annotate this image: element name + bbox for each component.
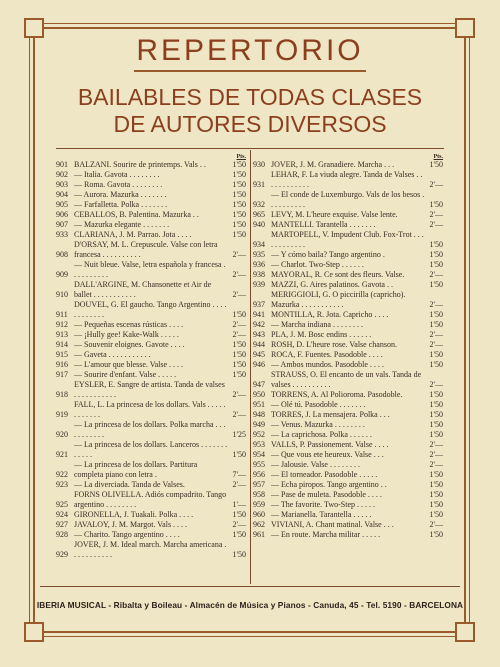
entry-title: — Charito. Tango argentino . . . .	[74, 530, 180, 539]
entry-list-right	[253, 160, 443, 540]
entry-price: 2'—	[429, 270, 443, 279]
entry-number: 957	[253, 480, 265, 489]
entry-price: 2'—	[429, 440, 443, 449]
entry-price: 2'—	[429, 340, 443, 349]
entry-title: ROCA, F. Fuentes. Pasodoble . . . .	[271, 350, 383, 359]
catalog-entry	[253, 320, 443, 330]
entry-number: 928	[56, 530, 68, 539]
catalog-entry	[56, 300, 246, 320]
entry-title: MANTELLI. Tarantella . . . . . . .	[271, 220, 376, 229]
entry-title: — Mazurka elegante . . . . . . .	[74, 220, 170, 229]
entry-title: FALL, L. La princesa de los dollars. Vals . . . . . . . . . . . .	[74, 400, 226, 419]
catalog-entry	[56, 200, 246, 210]
catalog-entry	[56, 350, 246, 360]
catalog-entry	[253, 500, 443, 510]
entry-price: 1'50	[429, 250, 443, 259]
catalog-entry	[253, 400, 443, 410]
title-underline	[134, 70, 366, 72]
catalog-entry	[253, 350, 443, 360]
entry-number: 919	[56, 410, 68, 419]
catalog-entry	[253, 390, 443, 400]
entry-title: — La caprichosa. Polka . . . . . .	[271, 430, 372, 439]
catalog-entry	[56, 160, 246, 170]
entry-price: 2'—	[429, 300, 443, 309]
entry-number: 956	[253, 470, 265, 479]
catalog-entry	[253, 230, 443, 250]
publisher-footer: IBERIA MUSICAL - Ribalta y Boileau - Almacén de Música y Pianos - Canuda, 45 - Tel. 5190 - BARCELONA	[36, 600, 464, 610]
entry-title: — Roma. Gavota . . . . . . . .	[74, 180, 163, 189]
catalog-entry	[253, 290, 443, 310]
entry-price: 1'50	[429, 320, 443, 329]
entry-price: 1'50	[232, 210, 246, 219]
entry-price: 2'—	[232, 390, 246, 399]
catalog-entry	[56, 180, 246, 190]
catalog-entry	[56, 480, 246, 490]
entry-title: — Marianella. Tarantella . . . . .	[271, 510, 372, 519]
catalog-entry	[56, 400, 246, 420]
entry-price: 1'50	[429, 280, 443, 289]
entry-price: 1'50	[232, 340, 246, 349]
catalog-entry	[253, 520, 443, 530]
entry-title: — The favorite. Two-Step . . . . .	[271, 500, 376, 509]
catalog-entry	[253, 160, 443, 170]
entry-price: 1'25	[232, 430, 246, 439]
entry-title: — Echa piropos. Tango argentino . .	[271, 480, 387, 489]
entry-title: MAZZI, G. Aires palatinos. Gavota . .	[271, 280, 393, 289]
entry-price: 2'—	[429, 180, 443, 189]
entry-title: — En route. Marcha militar . . . . .	[271, 530, 381, 539]
entry-title: JAVALOY, J. M. Margot. Vals . . . .	[74, 520, 188, 529]
entry-price: 1'50	[429, 390, 443, 399]
entry-price: 2'—	[429, 330, 443, 339]
entry-price: 1'50	[429, 530, 443, 539]
entry-number: 940	[253, 220, 265, 229]
entry-number: 931	[253, 180, 265, 189]
entry-number: 945	[253, 350, 265, 359]
entry-number: 902	[56, 170, 68, 179]
catalog-entry	[56, 240, 246, 260]
catalog-entry	[56, 510, 246, 520]
catalog-entry	[253, 170, 443, 190]
entry-title: — Venus. Mazurka . . . . . . . .	[271, 420, 365, 429]
catalog-entry	[253, 360, 443, 370]
entry-number: 944	[253, 340, 265, 349]
catalog-entry	[253, 340, 443, 350]
entry-title: — Que vous ete heureux. Valse . . .	[271, 450, 384, 459]
entry-price: 1'50	[232, 180, 246, 189]
catalog-entry	[56, 330, 246, 340]
entry-price: 2'—	[232, 270, 246, 279]
entry-number: 930	[253, 160, 265, 169]
entry-number: 927	[56, 520, 68, 529]
catalog-entry	[253, 460, 443, 470]
catalog-entry	[56, 440, 246, 460]
entry-title: — Charlot. Two-Step . . . . . .	[271, 260, 364, 269]
entry-number: 937	[253, 300, 265, 309]
entry-price: 1'50	[429, 490, 443, 499]
entry-number: 948	[253, 410, 265, 419]
entry-list-left	[56, 160, 246, 560]
entry-title: — Gaveta . . . . . . . . . . .	[74, 350, 151, 359]
entry-price: 2'—	[232, 480, 246, 489]
entry-price: 1'50	[429, 400, 443, 409]
catalog-entry	[56, 460, 246, 480]
entry-number: 955	[253, 460, 265, 469]
column-divider	[250, 150, 251, 584]
catalog-entry	[56, 370, 246, 380]
catalog-column-left	[56, 152, 246, 560]
catalog-entry	[56, 360, 246, 370]
entry-number: 908	[56, 250, 68, 259]
entry-title: TORRES, J. La mensajera. Polka . . .	[271, 410, 390, 419]
catalog-entry	[253, 370, 443, 390]
entry-title: — ¡Hully gee! Kake-Walk . . . . .	[74, 330, 179, 339]
entry-price: 2'—	[232, 290, 246, 299]
entry-price: 1'50	[429, 430, 443, 439]
subtitle-line-1: BAILABLES DE TODAS CLASES	[77, 84, 423, 110]
entry-price: 1'50	[429, 420, 443, 429]
entry-number: 950	[253, 390, 265, 399]
entry-price: 1'50	[232, 160, 246, 169]
entry-number: 901	[56, 160, 68, 169]
entry-title: STRAUSS, O. El encanto de un vals. Tanda de valses . . . . . . . . . .	[271, 370, 422, 389]
entry-title: — Sourire d'enfant. Valse . . . . .	[74, 370, 177, 379]
catalog-entry	[253, 420, 443, 430]
entry-price: 1'50	[232, 220, 246, 229]
entry-number: 935	[253, 250, 265, 259]
entry-number: 947	[253, 380, 265, 389]
entry-number: 912	[56, 320, 68, 329]
catalog-entry	[253, 490, 443, 500]
entry-number: 910	[56, 290, 68, 299]
catalog-entry	[56, 320, 246, 330]
entry-price: 1'50	[232, 200, 246, 209]
entry-number: 932	[253, 200, 265, 209]
entry-title: — Marcha indiana . . . . . . . .	[271, 320, 363, 329]
entry-price: 1'50	[232, 530, 246, 539]
entry-title: EYSLER, E. Sangre de artista. Tanda de valses . . . . . . . . . . .	[74, 380, 225, 399]
entry-price: 1'50	[232, 170, 246, 179]
entry-number: 939	[253, 280, 265, 289]
catalog-entry	[253, 190, 443, 210]
entry-number: 943	[253, 330, 265, 339]
catalog-entry	[253, 430, 443, 440]
catalog-entry	[56, 380, 246, 400]
entry-price: 2'—	[429, 210, 443, 219]
entry-price: 1'50	[232, 350, 246, 359]
catalog-entry	[56, 220, 246, 230]
subtitle-line-2: DE AUTORES DIVERSOS	[113, 111, 387, 137]
entry-title: LEHAR, F. La viuda alegre. Tanda de Valses . . . . . . . . . . . .	[271, 170, 423, 189]
entry-price: 2'—	[429, 460, 443, 469]
catalog-entry	[253, 530, 443, 540]
entry-price: 1'50	[429, 480, 443, 489]
entry-number: 946	[253, 360, 265, 369]
entry-number: 958	[253, 490, 265, 499]
entry-title: PLA, J. M. Bosc endins . . . . . .	[271, 330, 372, 339]
entry-number: 904	[56, 190, 68, 199]
entry-number: 962	[253, 520, 265, 529]
catalog-entry	[253, 410, 443, 420]
entry-price: 1'50	[232, 360, 246, 369]
price-column-header: Pts.	[433, 154, 443, 160]
entry-title: — El conde de Luxemburgo. Vals de los besos . . . . . . . . . .	[271, 190, 425, 209]
catalog-entry	[56, 210, 246, 220]
entry-number: 911	[56, 310, 68, 319]
catalog-entry	[253, 510, 443, 520]
entry-title: MARTOPELL, V. Impudent Club. Fox-Trot . . . . . . . . . . . .	[271, 230, 424, 249]
entry-title: JOVER, J. M. Ideal march. Marcha americana . . . . . . . . . . .	[74, 540, 227, 559]
entry-title: — Farfalletta. Polka . . . . . . .	[74, 200, 168, 209]
entry-title: D'ORSAY, M. L. Crepuscule. Valse con letra francesa . . . . . . . . . .	[74, 240, 218, 259]
entry-title: TORRENS, A. Al Polioroma. Pasodoble.	[271, 390, 403, 399]
entry-price: 1'50	[429, 260, 443, 269]
border-corner-ornament	[24, 622, 44, 642]
catalog-entry	[253, 440, 443, 450]
catalog-entry	[253, 260, 443, 270]
entry-title: — Jalousie. Valse . . . . . . . .	[271, 460, 360, 469]
entry-price: 2'—	[232, 520, 246, 529]
catalog-entry	[253, 250, 443, 260]
catalog-entry	[253, 220, 443, 230]
catalog-entry	[56, 530, 246, 540]
entry-price: 2'—	[429, 380, 443, 389]
entry-number: 959	[253, 500, 265, 509]
catalog-entry	[56, 280, 246, 300]
entry-number: 936	[253, 260, 265, 269]
entry-price: 2'—	[232, 250, 246, 259]
catalog-entry	[56, 540, 246, 560]
entry-number: 938	[253, 270, 265, 279]
entry-price: 1'50	[429, 160, 443, 169]
page-title: REPERTORIO	[136, 34, 364, 67]
entry-title: DOUVEL, G. El gaucho. Tango Argentino . . . . . . . . . . . .	[74, 300, 227, 319]
entry-number: 954	[253, 450, 265, 459]
entry-price: 1'50	[232, 550, 246, 559]
entry-price: 1'50	[429, 470, 443, 479]
catalog-entry	[56, 490, 246, 510]
entry-title: — Olé tú. Pasodoble . . . . . . .	[271, 400, 366, 409]
entry-title: — Pase de muleta. Pasodoble . . . .	[271, 490, 382, 499]
entry-price: 1'50	[429, 200, 443, 209]
entry-title: JOVER, J. M. Granadiere. Marcha . . .	[271, 160, 395, 169]
entry-price: 2'—	[429, 220, 443, 229]
entry-price: 1'50	[429, 310, 443, 319]
entry-title: — Souvenir eloignes. Gavote . . . .	[74, 340, 185, 349]
entry-title: MAYORAL, R. Ce sont des fleurs. Valse.	[271, 270, 405, 279]
entry-title: — El torneador. Pasodoble . . . . .	[271, 470, 378, 479]
catalog-entry	[253, 210, 443, 220]
entry-number: 934	[253, 240, 265, 249]
entry-title: — La princesa de los dollars. Partitura completa piano con letra .	[74, 460, 198, 479]
footer-divider	[40, 586, 460, 587]
catalog-entry	[253, 310, 443, 320]
entry-title: FORNS OLIVELLA. Adiós compadrito. Tango argentino . . . . . . . .	[74, 490, 227, 509]
entry-price: 2'—	[429, 520, 443, 529]
entry-price: 2'—	[232, 410, 246, 419]
entry-price: 1'50	[429, 350, 443, 359]
entry-number: 913	[56, 330, 68, 339]
entry-price: 1'50	[232, 190, 246, 199]
entry-number: 933	[56, 230, 68, 239]
entry-title: GIRONELLA, J. Tuakali. Polka . . . .	[74, 510, 194, 519]
catalog-column-right	[253, 152, 443, 540]
entry-title: CLARIANA, J. M. Parrao. Jota . . . .	[74, 230, 192, 239]
catalog-entry	[56, 260, 246, 280]
entry-price: 1'50	[429, 500, 443, 509]
entry-price: 1'—	[232, 500, 246, 509]
entry-price: 2'—	[232, 330, 246, 339]
entry-title: — La princesa de los dollars. Lanceros . . . . . . . . . . . .	[74, 440, 228, 459]
entry-title: VIVIANI, A. Chant matinal. Valse . . .	[271, 520, 394, 529]
entry-price: 1'50	[429, 360, 443, 369]
entry-price: 2'—	[429, 450, 443, 459]
entry-number: 905	[56, 200, 68, 209]
entry-title: — Pequeñas escenas rústicas . . . .	[74, 320, 184, 329]
catalog-entry	[253, 450, 443, 460]
entry-title: CEBALLOS, B. Palentina. Mazurka . .	[74, 210, 199, 219]
entry-title: LEVY, M. L'heure exquise. Valse lente.	[271, 210, 398, 219]
entry-number: 942	[253, 320, 265, 329]
entry-number: 915	[56, 350, 68, 359]
header-divider	[56, 148, 444, 149]
entry-number: 914	[56, 340, 68, 349]
catalog-entry	[253, 480, 443, 490]
entry-price: 1'50	[232, 370, 246, 379]
entry-number: 917	[56, 370, 68, 379]
catalog-entry	[56, 340, 246, 350]
entry-title: VALLS, P. Passionement. Valse . . . .	[271, 440, 389, 449]
catalog-entry	[253, 330, 443, 340]
entry-number: 949	[253, 420, 265, 429]
entry-number: 918	[56, 390, 68, 399]
entry-number: 961	[253, 530, 265, 539]
entry-title: ROSH, D. L'heure rose. Valse chanson.	[271, 340, 397, 349]
entry-number: 941	[253, 310, 265, 319]
entry-number: 907	[56, 220, 68, 229]
entry-price: 1'50	[232, 510, 246, 519]
entry-title: — La diverciada. Tanda de Valses.	[74, 480, 185, 489]
entry-number: 921	[56, 450, 68, 459]
entry-number: 906	[56, 210, 68, 219]
entry-number: 909	[56, 270, 68, 279]
border-corner-ornament	[455, 622, 475, 642]
entry-number: 903	[56, 180, 68, 189]
entry-number: 922	[56, 470, 68, 479]
entry-title: — Italia. Gavota . . . . . . . .	[74, 170, 160, 179]
entry-title: MERIGGIOLI, G. O piccirilla (capricho). Mazurka . . . . . . . . . . .	[271, 290, 406, 309]
entry-number: 953	[253, 440, 265, 449]
entry-title: BALZANI. Sourire de printemps. Vals . .	[74, 160, 206, 169]
page-subtitle	[0, 84, 500, 138]
entry-price: 1'50	[232, 450, 246, 459]
entry-number: 924	[56, 510, 68, 519]
entry-price: 7'—	[232, 470, 246, 479]
entry-number: 952	[253, 430, 265, 439]
catalog-entry	[253, 270, 443, 280]
entry-price: 1'50	[429, 240, 443, 249]
catalog-entry	[56, 190, 246, 200]
entry-title: DALL'ARGINE, M. Chansonette et Air de ballet . . . . . . . . . . .	[74, 280, 212, 299]
entry-price: 1'50	[429, 510, 443, 519]
entry-title: — Nuit bleue. Valse, letra española y francesa . . . . . . . . . .	[74, 260, 226, 279]
entry-title: — L'amour que blesse. Valse . . . .	[74, 360, 184, 369]
entry-number: 920	[56, 430, 68, 439]
catalog-entry	[56, 520, 246, 530]
entry-number: 923	[56, 480, 68, 489]
entry-number: 951	[253, 400, 265, 409]
entry-price: 1'50	[232, 310, 246, 319]
catalog-entry	[56, 170, 246, 180]
entry-number: 916	[56, 360, 68, 369]
entry-title: — Aurora. Mazurka . . . . . . .	[74, 190, 167, 199]
entry-title: — La princesa de los dollars. Polka marcha . . . . . . . . . . .	[74, 420, 226, 439]
entry-price: 2'—	[232, 320, 246, 329]
entry-number: 965	[253, 210, 265, 219]
entry-price: 1'50	[429, 410, 443, 419]
catalog-entry	[56, 230, 246, 240]
entry-number: 925	[56, 500, 68, 509]
entry-title: — Y cómo baila? Tango argentino .	[271, 250, 385, 259]
catalog-entry	[253, 470, 443, 480]
entry-number: 960	[253, 510, 265, 519]
entry-price: 1'50	[232, 230, 246, 239]
entry-number: 929	[56, 550, 68, 559]
catalog-entry	[253, 280, 443, 290]
catalog-entry	[56, 420, 246, 440]
entry-title: — Ambos mundos. Pasodoble . . . .	[271, 360, 384, 369]
price-column-header: Pts.	[236, 154, 246, 160]
entry-title: MONTILLA, R. Jota. Capricho . . . .	[271, 310, 389, 319]
